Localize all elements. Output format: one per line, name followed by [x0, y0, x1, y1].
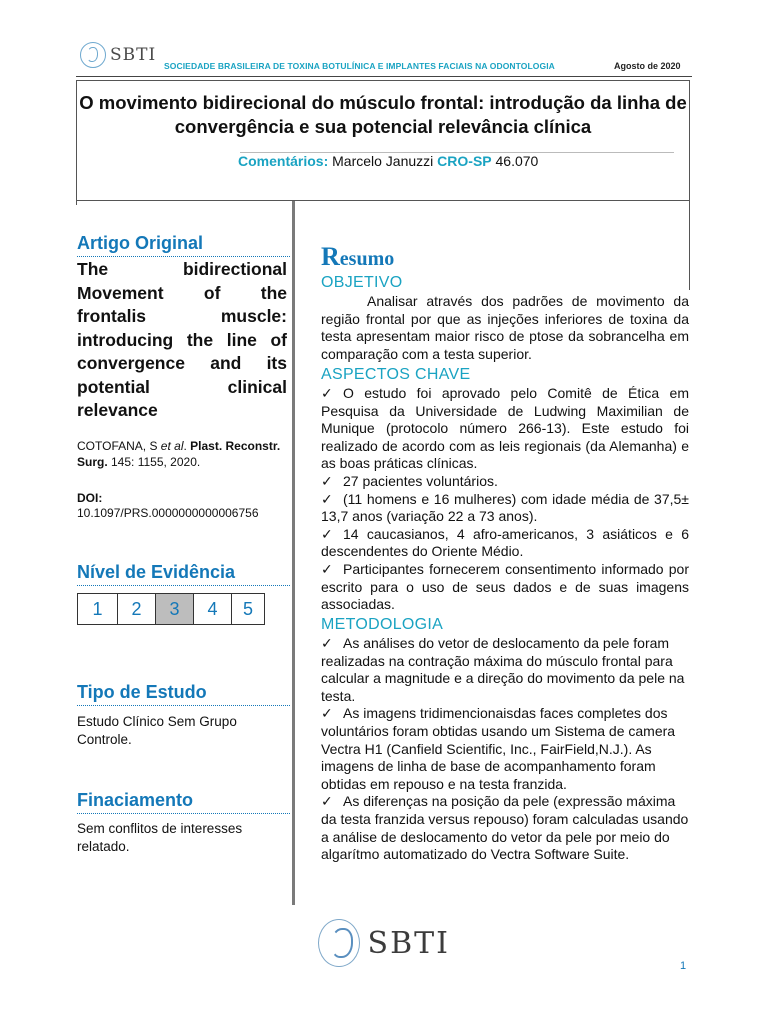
check-icon: ✓: [321, 793, 333, 810]
list-item: [321, 635, 689, 705]
dotted-rule: [77, 705, 290, 706]
evidence-heading: Nível de Evidência: [77, 562, 236, 582]
column-divider: [292, 201, 295, 905]
check-icon: ✓: [321, 385, 333, 401]
top-divider: [76, 200, 690, 201]
cro-label: CRO-SP: [437, 153, 492, 169]
study-type-heading: Tipo de Estudo: [77, 682, 207, 702]
funding-text: Sem conflitos de interesses relatado.: [77, 821, 243, 854]
key-aspects-list: [321, 385, 689, 614]
list-item-text: As análises do vetor de deslocamento da pele foram realizadas na contração máxima do músculo frontal para calcular a magnitude e a direção do movimento da pele na testa.: [321, 635, 685, 704]
evidence-level-table: [77, 593, 265, 625]
list-item-text: As imagens tridimencionaisdas faces completes dos voluntários foram obtidas usando um Sistema de camera Vectra H1 (Canfield Scientific, Inc., FairField,N.J.). As imagens de linha de base de acompanhamento foram obtidas em repouso e na testa franzida.: [321, 705, 676, 792]
evidence-level-4: 4: [194, 594, 232, 624]
list-item: [321, 705, 689, 793]
cro-number: 46.070: [495, 153, 539, 169]
page-number: 1: [680, 960, 687, 972]
dotted-rule: [77, 256, 290, 257]
citation-etal: et al: [160, 439, 184, 453]
header-logo-text: SBTI: [110, 45, 157, 65]
evidence-level-3-selected: 3: [156, 594, 194, 624]
citation: [77, 438, 292, 470]
summary-heading: [321, 242, 394, 272]
list-item: [321, 526, 689, 561]
list-item: [321, 793, 689, 863]
list-item-text: 14 caucasianos, 4 afro-americanos, 3 asiáticos e 6 descendentes do Oriente Médio.: [321, 525, 689, 560]
header-rule: [76, 76, 692, 77]
citation-author: COTOFANA, S: [77, 439, 161, 453]
summary-heading-initial: R: [321, 242, 340, 271]
list-item-text: O estudo foi aprovado pelo Comitê de Ética em Pesquisa da Universidade de Ludwing Maximilian de Munique (protocolo número 266-13). Este estudo foi realizado de acordo com as leis regionais (da Alemanha) e as boas práticas clínicas.: [321, 385, 689, 472]
methodology-list: [321, 635, 689, 864]
footer-logo-text: SBTI: [367, 925, 450, 961]
issue-date: Agosto de 2020: [614, 61, 681, 71]
society-name: SOCIEDADE BRASILEIRA DE TOXINA BOTULÍNICA E IMPLANTES FACIAIS NA ODONTOLOGIA: [164, 61, 555, 71]
check-icon: ✓: [321, 635, 333, 651]
funding-heading: Finaciamento: [77, 790, 194, 810]
check-icon: ✓: [321, 705, 333, 722]
list-item: [321, 491, 689, 526]
dotted-rule: [77, 585, 290, 586]
original-article-title: The bidirectional Movement of the frontalis muscle: introducing the line of convergence and its potential clinical relevance: [77, 259, 287, 420]
original-article-heading: Artigo Original: [77, 233, 203, 253]
footer-logo: [318, 914, 450, 972]
objective-heading: OBJETIVO: [321, 274, 403, 291]
check-icon: ✓: [321, 525, 333, 542]
objective-paragraph: Analisar através dos padrões de movimento da região frontal por que as injeções inferiores de toxina da testa apresentam maior risco de ptose da sobrancelha em comparação com a testa superior.: [321, 293, 689, 362]
list-item-text: 27 pacientes voluntários.: [343, 472, 498, 489]
check-icon: ✓: [321, 490, 333, 507]
objective-text: [321, 293, 689, 363]
face-logo-icon: [318, 919, 360, 967]
face-logo-icon: [80, 42, 106, 68]
citation-journal: Plast. Reconstr. Surg.: [77, 439, 281, 469]
evidence-level-1: 1: [78, 594, 118, 624]
comments-line: [238, 153, 538, 169]
list-item-text: (11 homens e 16 mulheres) com idade média de 37,5± 13,7 anos (variação 22 a 73 anos).: [321, 490, 689, 525]
list-item-text: Participantes fornecerem consentimento informado por escrito para o uso de seus dados e de suas imagens associadas.: [321, 560, 689, 613]
study-type-text: Estudo Clínico Sem Grupo Controle.: [77, 714, 237, 747]
list-item: [321, 473, 689, 491]
list-item-text: As diferenças na posição da pele (expressão máxima da testa franzida versus repouso) foram calculadas usando a análise de deslocamento do vetor da pele por meio do algarítmo automatizado do Vectra Software Suite.: [321, 793, 689, 863]
dotted-rule: [77, 813, 290, 814]
citation-dot: .: [183, 439, 191, 453]
check-icon: ✓: [321, 560, 333, 577]
summary-heading-rest: esumo: [339, 248, 395, 270]
evidence-level-5: 5: [242, 598, 253, 619]
header-logo: [80, 42, 156, 68]
check-icon: ✓: [321, 472, 333, 489]
citation-volume: 145: 1155, 2020.: [107, 455, 201, 469]
doi-label: DOI:: [77, 491, 103, 505]
key-aspects-heading: ASPECTOS CHAVE: [321, 366, 471, 383]
methodology-heading: METODOLOGIA: [321, 616, 444, 633]
evidence-level-2: 2: [118, 594, 156, 624]
list-item: [321, 561, 689, 614]
doi-value: 10.1097/PRS.0000000000006756: [77, 506, 259, 520]
list-item: [321, 385, 689, 473]
comments-label: Comentários:: [238, 153, 329, 169]
commenter-name: Marcelo Januzzi: [332, 153, 434, 169]
article-title: O movimento bidirecional do músculo frontal: introdução da linha de convergência e sua potencial relevância clínica: [79, 92, 687, 137]
